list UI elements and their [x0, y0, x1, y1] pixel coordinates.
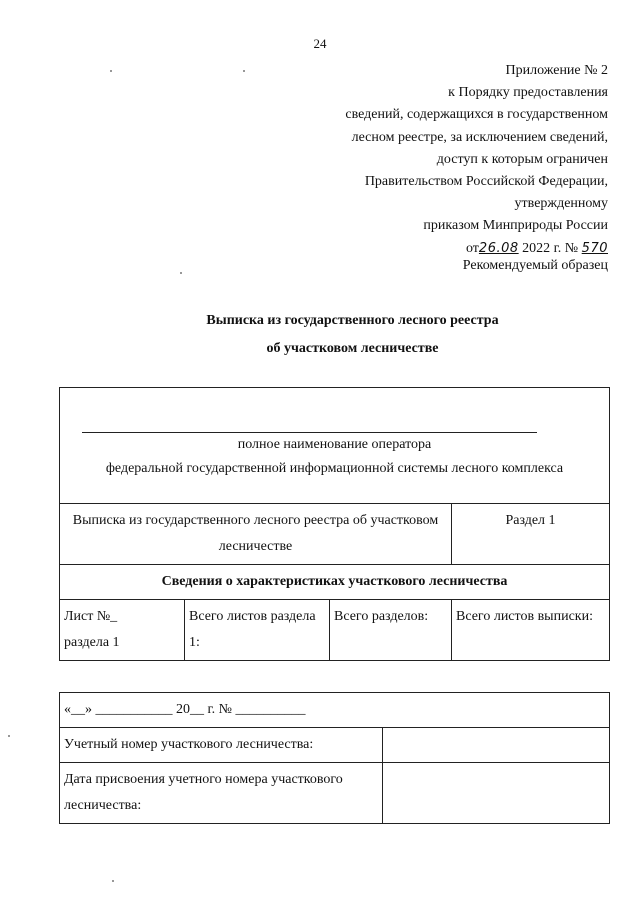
date-prefix: от — [465, 240, 479, 256]
scan-speck — [8, 735, 10, 737]
total-sheets-section-cell — [185, 600, 330, 661]
account-number-label-cell: Учетный номер участкового лесничества: — [60, 728, 383, 763]
appendix-line: к Порядку предоставления — [448, 85, 608, 101]
recommended-sample-label: Рекомендуемый образец — [462, 258, 608, 273]
extract-label-cell — [60, 504, 452, 565]
operator-cell — [60, 388, 610, 504]
appendix-line: утвержденному — [514, 196, 608, 212]
assign-date-label-cell — [60, 763, 383, 824]
extract-label-line-1: Выписка из государственного лесного реестра об участковом — [72, 513, 439, 528]
operator-name-blank — [82, 388, 537, 433]
appendix-line: приказом Минприроды России — [423, 218, 608, 234]
operator-caption-line-2: федеральной государственной информационной системы лесного комплекса — [105, 461, 564, 476]
appendix-line: сведений, содержащихся в государственном — [345, 107, 608, 123]
record-date-cell: «__» ___________ 20__ г. № __________ — [60, 693, 610, 728]
appendix-line: Приложение № 2 — [505, 63, 608, 78]
total-sheets-extract-cell: Всего листов выписки: — [452, 600, 610, 661]
appendix-line: доступ к которым ограничен — [436, 151, 608, 167]
order-date-line — [278, 238, 608, 260]
account-number-value-cell — [383, 728, 610, 763]
sheet-number-line-2: раздела 1 — [64, 635, 120, 650]
total-sheets-section-line-2: 1: — [189, 635, 200, 650]
extract-header-table — [59, 387, 610, 661]
total-sections-cell: Всего разделов: — [330, 600, 452, 661]
extract-label-line-2: лесничестве — [218, 539, 293, 554]
appendix-line: Правительством Российской Федерации, — [364, 174, 608, 190]
operator-caption-line-1: полное наименование оператора — [237, 437, 432, 452]
assign-date-line-1: Дата присвоения учетного номера участкового — [64, 772, 343, 787]
handwritten-date: 26.08 — [478, 240, 519, 256]
section-cell: Раздел 1 — [452, 504, 610, 565]
page-number: 24 — [313, 36, 327, 51]
document-title-line-2: об участковом лесничестве — [266, 341, 439, 356]
sheet-number-cell — [60, 600, 185, 661]
date-suffix: 2022 г. № — [518, 240, 582, 256]
scan-speck — [243, 70, 245, 72]
assign-date-line-2: лесничества: — [64, 798, 142, 813]
assign-date-value-cell — [383, 763, 610, 824]
scan-speck — [112, 880, 114, 882]
appendix-line: лесном реестре, за исключением сведений, — [351, 129, 608, 145]
document-title-line-1: Выписка из государственного лесного реестра — [206, 313, 499, 328]
appendix-block — [278, 60, 608, 260]
record-table — [59, 692, 610, 824]
total-sheets-section-line-1: Всего листов раздела — [189, 609, 316, 624]
sheet-number-line-1: Лист №_ — [64, 609, 118, 624]
scan-speck — [180, 272, 182, 274]
scan-speck — [110, 70, 112, 72]
info-heading-cell: Сведения о характеристиках участкового лесничества — [60, 565, 610, 600]
handwritten-number: 570 — [581, 240, 608, 256]
